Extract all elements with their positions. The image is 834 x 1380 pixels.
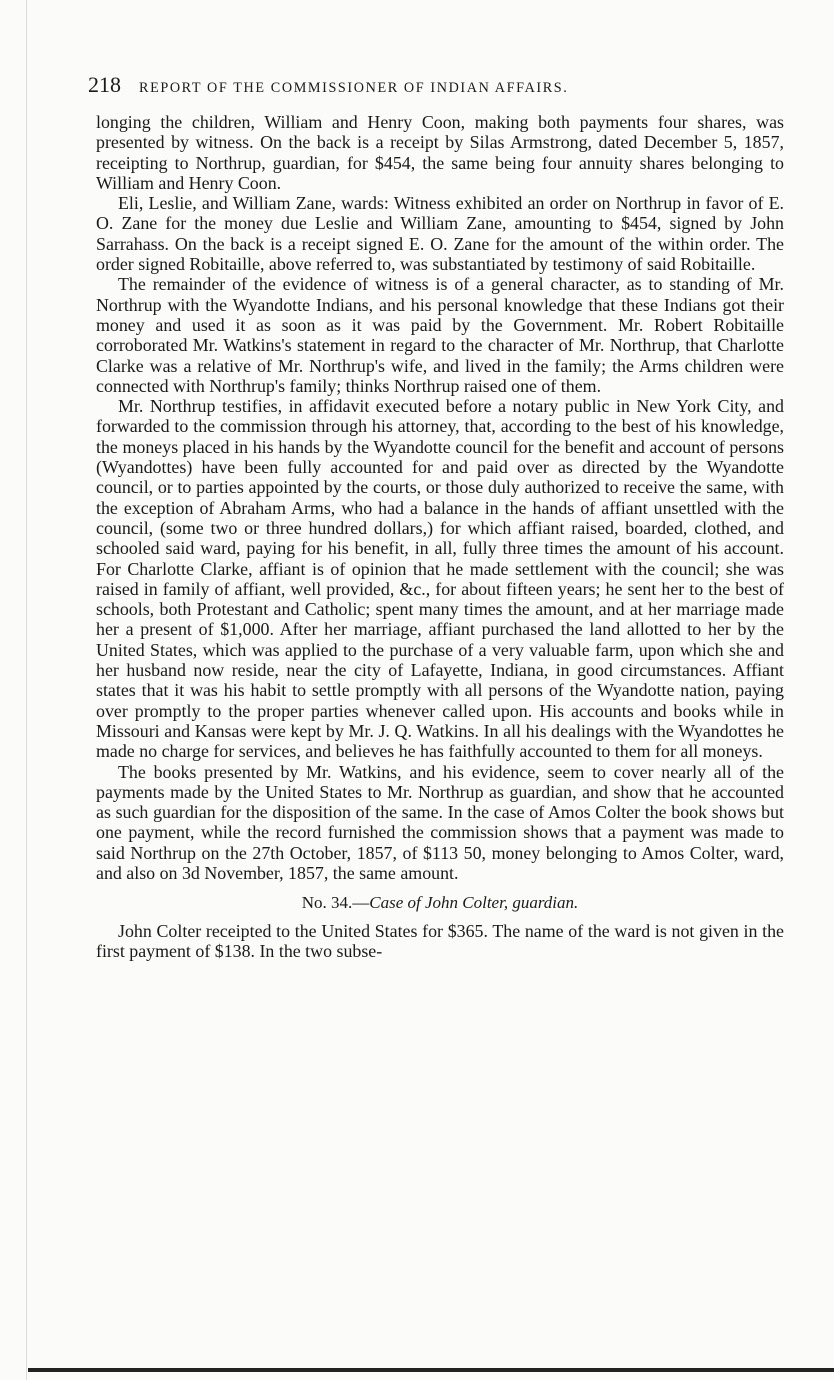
section-number: No. 34.— [301, 893, 370, 913]
section-title: Case of John Colter, guardian. [369, 893, 579, 913]
paragraph-continued: longing the children, William and Henry Coon, making both payments four shares, was presented by witness. On the back is a receipt by Silas Armstrong, dated December 5, 1857, receipting to Northrup, guardian, for $454, the same being four annuity shares belonging to William and Henry Coon. [96, 112, 784, 193]
paragraph: Mr. Northrup testifies, in affidavit executed before a notary public in New York City, and forwarded to the commission through his attorney, that, according to the best of his knowledge, the moneys placed in his hands by the Wyandotte council for the benefit and account of persons (Wyandottes) have been fully accounted for and paid over as directed by the Wyandotte council, or to parties appointed by the courts, or those duly authorized to receive the same, with the exception of Abraham Arms, who had a balance in the hands of affiant unsettled with the council, (some two or three hundred dollars,) for which affiant raised, boarded, clothed, and schooled said ward, paying for his benefit, in all, fully three times the amount of his account. For Charlotte Clarke, affiant is of opinion that he made settlement with the council; she was raised in family of affiant, well provided, &c., for about fifteen years; he sent her to the best of schools, both Protestant and Catholic; spent many times the amount, and at her marriage made her a present of $1,000. After her marriage, affiant purchased the land allotted to her by the United States, which was applied to the purchase of a very valuable farm, upon which she and her husband now reside, near the city of Lafayette, Indiana, in good circumstances. Affiant states that it was his habit to settle promptly with all persons of the Wyandotte nation, paying over promptly to the proper parties whenever called upon. His accounts and books while in Missouri and Kansas were kept by Mr. J. Q. Watkins. In all his dealings with the Wyandottes he made no charge for services, and believes he has faithfully accounted to them for all moneys. [96, 396, 784, 762]
page-number: 218 [88, 72, 121, 97]
paragraph: The books presented by Mr. Watkins, and his evidence, seem to cover nearly all of the payments made by the United States to Mr. Northrup as guardian, and show that he accounted as such guardian for the disposition of the same. In the case of Amos Colter the book shows but one payment, while the record furnished the commission shows that a payment was made to said Northrup on the 27th October, 1857, of $113 50, money belonging to Amos Colter, ward, and also on 3d November, 1857, the same amount. [96, 761, 784, 883]
paragraph: John Colter receipted to the United States for $365. The name of the ward is not given in the first payment of $138. In the two subse- [96, 920, 784, 961]
paragraph: Eli, Leslie, and William Zane, wards: Witness exhibited an order on Northrup in favor of E. O. Zane for the money due Leslie and William Zane, amounting to $454, signed by John Sarrahass. On the back is a receipt signed E. O. Zane for the amount of the within order. The order signed Robitaille, above referred to, was substantiated by testimony of said Robitaille. [96, 193, 784, 275]
page-header [88, 72, 788, 98]
running-title: REPORT OF THE COMMISSIONER OF INDIAN AFFAIRS. [139, 80, 569, 96]
page-bottom-edge [28, 1368, 834, 1372]
section-heading [96, 893, 784, 913]
body-text [96, 112, 784, 961]
paragraph: The remainder of the evidence of witness is of a general character, as to standing of Mr. Northrup with the Wyandotte Indians, and his personal knowledge that these Indians got their money and used it as soon as it was paid by the Government. Mr. Robert Robitaille corroborated Mr. Watkins's statement in regard to the character of Mr. Northrup, that Charlotte Clarke was a relative of Mr. Northrup's wife, and lived in the family; the Arms children were connected with Northrup's family; thinks Northrup raised one of them. [96, 274, 784, 396]
page-edge-shadow [26, 0, 27, 1380]
